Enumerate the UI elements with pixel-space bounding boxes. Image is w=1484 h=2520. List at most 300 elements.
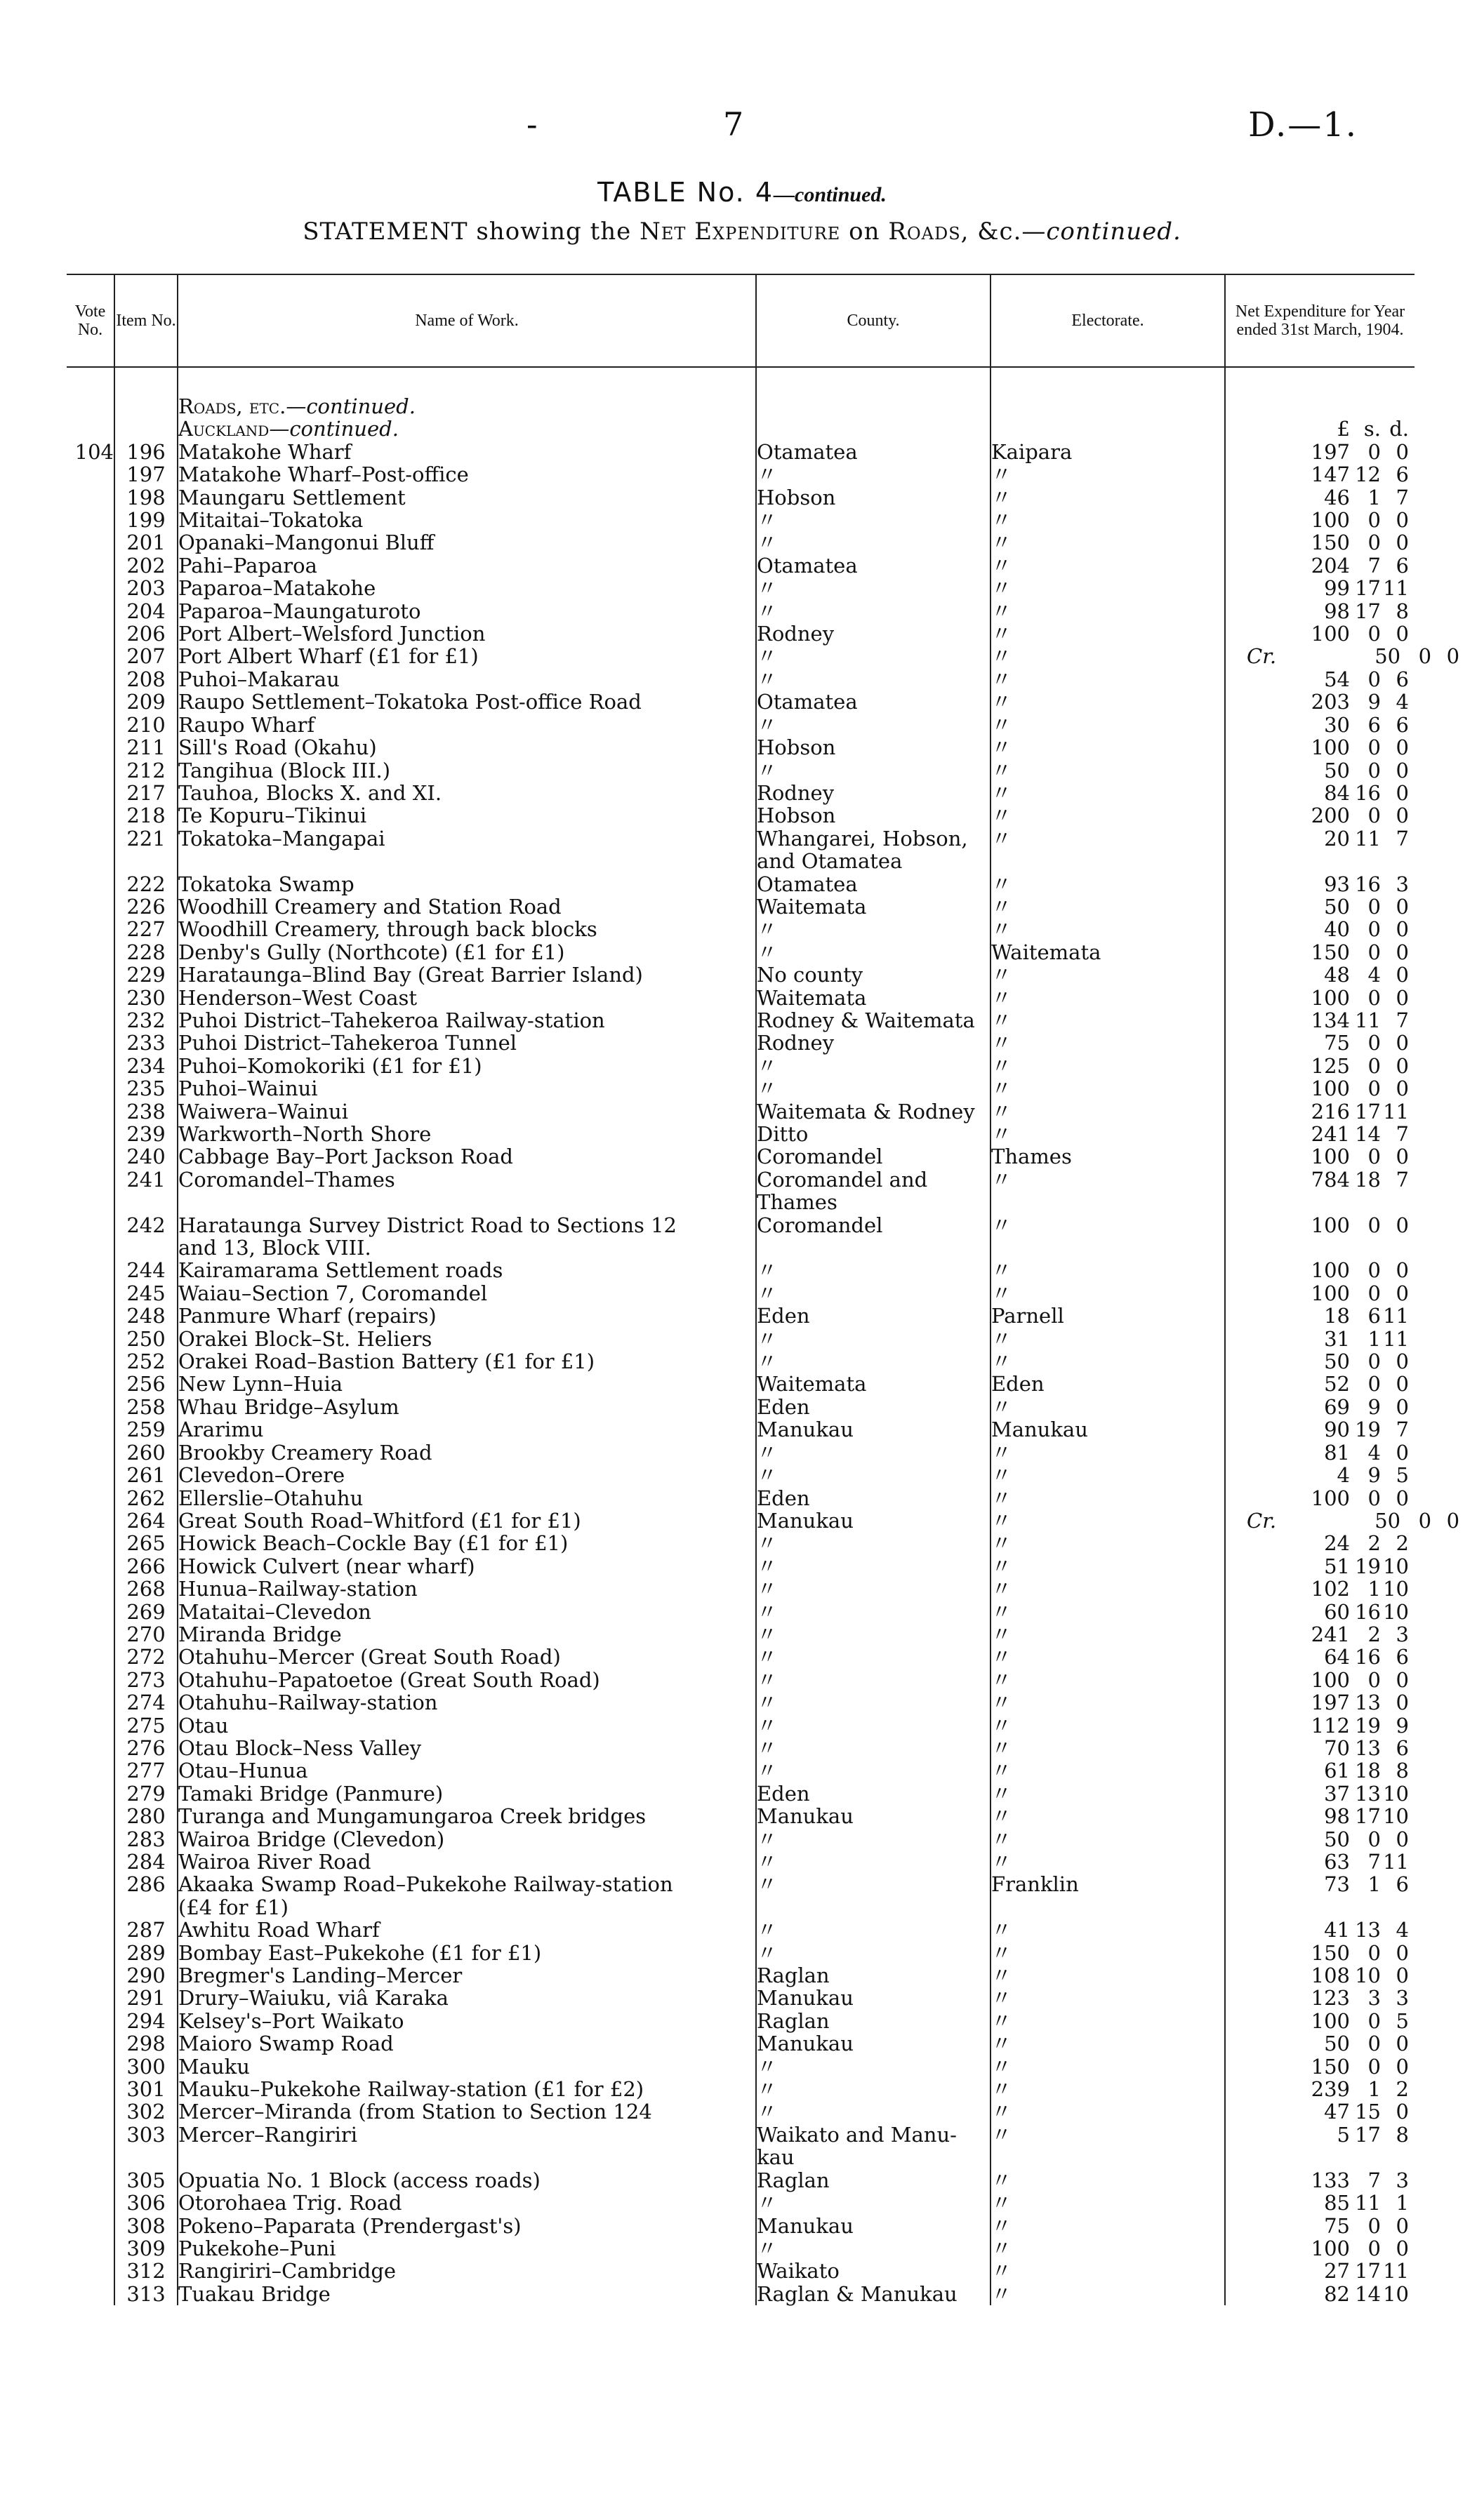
amount-shillings: 14 [1355,2281,1381,2306]
vote-number [67,1373,114,1395]
electorate: 〃 [991,531,1225,554]
work-name: Tangihua (Block III.) [178,759,756,782]
work-name: Waiwera–Wainui [178,1100,756,1123]
net-expenditure [1225,1601,1415,1623]
vote-number [67,622,114,645]
item-number: 197 [114,463,178,486]
electorate [991,1896,1225,1919]
vote-number [67,1100,114,1123]
county: 〃 [756,1828,991,1851]
amount-shillings: 0 [1367,2054,1381,2079]
electorate: 〃 [991,691,1225,713]
electorate: 〃 [991,1123,1225,1145]
electorate: 〃 [991,1601,1225,1623]
amount-shillings: 18 [1355,1167,1381,1192]
vote-number [67,1714,114,1737]
amount-pence: 7 [1396,485,1409,509]
county: Waikato and Manu- [756,2124,991,2146]
electorate [991,850,1225,872]
table-row [67,1896,1415,1919]
amount-pounds: 46 [1324,485,1350,509]
work-name: Mauku–Pukekohe Railway-station (£1 for £2) [178,2078,756,2100]
electorate: 〃 [991,1646,1225,1668]
net-expenditure [1225,1328,1415,1350]
county: Coromandel and [756,1168,991,1191]
county: 〃 [756,1077,991,1100]
amount-shillings: 9 [1367,690,1381,714]
electorate: 〃 [991,1396,1225,1418]
amount-shillings: 0 [1367,1667,1381,1692]
work-name: Puhoi–Wainui [178,1077,756,1100]
electorate: 〃 [991,964,1225,986]
subtitle-on: on [849,218,880,246]
county: 〃 [756,2100,991,2123]
item-number: 212 [114,759,178,782]
county: Manukau [756,2032,991,2055]
document-reference: D.—1. [1248,105,1358,145]
work-name: Harataunga Survey District Road to Sections 12 [178,1214,756,1236]
item-number: 269 [114,1601,178,1623]
vote-number: 104 [67,441,114,463]
amount-pounds: 100 [1311,1213,1350,1237]
electorate: 〃 [991,1214,1225,1236]
amount-pence: 6 [1396,462,1409,487]
amount-shillings: 6 [1367,712,1381,737]
county: Otamatea [756,691,991,713]
amount-shillings: 13 [1355,1781,1381,1806]
table-row [67,1714,1415,1737]
amount-pence: 10 [1383,1781,1409,1806]
table-row [67,1782,1415,1805]
net-expenditure [1225,1532,1415,1554]
item-number: 313 [114,2283,178,2305]
work-name: Otau Block–Ness Valley [178,1737,756,1759]
table-row [67,2010,1415,2032]
amount-shillings: 19 [1355,1554,1381,1578]
vote-number [67,668,114,691]
work-name: Woodhill Creamery, through back blocks [178,918,756,940]
electorate: 〃 [991,1737,1225,1759]
county: Raglan [756,2010,991,2032]
vote-number [67,2260,114,2282]
vote-number [67,509,114,531]
amount-shillings: 17 [1355,576,1381,601]
vote-number [67,1509,114,1532]
county: Raglan [756,2169,991,2192]
table-row [67,1214,1415,1236]
amount-pounds: 150 [1311,531,1350,555]
net-expenditure [1225,2010,1415,2032]
amount-pence: 0 [1396,963,1409,987]
item-number: 273 [114,1669,178,1691]
col-county: County. [756,275,991,367]
county: Waikato [756,2260,991,2282]
work-name: Pokeno–Paparata (Prendergast's) [178,2215,756,2237]
amount-pounds: 200 [1311,804,1350,828]
net-expenditure [1225,531,1415,554]
county: Hobson [756,486,991,509]
item-number: 196 [114,441,178,463]
col-item: Item No. [114,275,178,367]
amount-pounds: 60 [1324,1599,1350,1624]
item-number: 252 [114,1350,178,1373]
work-name: Otau–Hunua [178,1759,756,1782]
table-row [67,895,1415,918]
table-row [67,577,1415,599]
work-name: Whau Bridge–Asylum [178,1396,756,1418]
subtitle-roads: Roads [888,218,961,246]
amount-pence: 0 [1396,985,1409,1010]
item-number: 280 [114,1805,178,1827]
work-name: Te Kopuru–Tikinui [178,804,756,827]
net-expenditure [1225,1896,1415,1919]
work-name: Paparoa–Maungaturoto [178,600,756,622]
vote-number [67,2078,114,2100]
item-number: 209 [114,691,178,713]
net-expenditure [1225,2032,1415,2055]
electorate [991,1191,1225,1213]
work-name: Cabbage Bay–Port Jackson Road [178,1145,756,1168]
amount-pence: 0 [1396,1281,1409,1305]
item-number: 283 [114,1828,178,1851]
electorate: 〃 [991,1828,1225,1851]
county: Rodney [756,782,991,804]
vote-number [67,1601,114,1623]
work-name: Pukekohe–Puni [178,2237,756,2260]
col-expenditure: Net Expenditure for Year ended 31st March, 1904. [1225,275,1415,367]
table-row [67,1464,1415,1486]
electorate: Waitemata [991,941,1225,964]
amount-shillings: 7 [1367,553,1381,578]
electorate: 〃 [991,1168,1225,1191]
vote-number [67,1691,114,1714]
item-number: 290 [114,1964,178,1987]
amount-pounds: 41 [1324,1918,1350,1942]
amount-pounds: 48 [1324,963,1350,987]
credit-marker: Cr. [1247,644,1277,669]
amount-pence: 6 [1396,712,1409,737]
table-row [67,1919,1415,1941]
table-row [67,987,1415,1009]
electorate: 〃 [991,895,1225,918]
county: Ditto [756,1123,991,1145]
vote-number [67,714,114,736]
amount-shillings: 0 [1367,735,1381,760]
item-number: 309 [114,2237,178,2260]
amount-pounds: 100 [1311,2008,1350,2033]
net-expenditure [1225,2055,1415,2078]
work-name: Puhoi–Makarau [178,668,756,691]
table-row [67,600,1415,622]
item-number: 244 [114,1259,178,1281]
item-number [114,850,178,872]
amount-shillings: 0 [1367,940,1381,964]
amount-shillings: 0 [1367,667,1381,691]
table-row [67,1964,1415,1987]
county: 〃 [756,1919,991,1941]
county: 〃 [756,1282,991,1305]
item-number: 235 [114,1077,178,1100]
amount-pence: 8 [1396,1759,1409,1783]
item-number: 289 [114,1942,178,1964]
amount-shillings: 1 [1367,485,1381,509]
amount-pounds: 197 [1311,439,1350,464]
work-name: Maioro Swamp Road [178,2032,756,2055]
amount-shillings: 9 [1367,1394,1381,1419]
table-row [67,1145,1415,1168]
amount-pence: 0 [1396,2236,1409,2260]
net-expenditure [1225,486,1415,509]
item-number: 239 [114,1123,178,1145]
electorate: 〃 [991,1987,1225,2009]
amount-pence: 0 [1446,644,1460,669]
county: Manukau [756,1418,991,1441]
vote-number [67,1669,114,1691]
item-number: 262 [114,1487,178,1509]
item-number: 208 [114,668,178,691]
electorate: 〃 [991,1942,1225,1964]
vote-number [67,2169,114,2192]
amount-pounds: 100 [1311,1145,1350,1169]
item-number: 275 [114,1714,178,1737]
item-number: 291 [114,1987,178,2009]
work-name: Bregmer's Landing–Mercer [178,1964,756,1987]
item-number: 270 [114,1623,178,1646]
net-expenditure [1225,1350,1415,1373]
electorate: 〃 [991,463,1225,486]
amount-pence: 3 [1396,1622,1409,1646]
table-row [67,2100,1415,2123]
work-name: Matakohe Wharf [178,441,756,463]
item-number: 201 [114,531,178,554]
item-number: 268 [114,1578,178,1600]
amount-shillings: 0 [1367,1258,1381,1283]
work-name: Harataunga–Blind Bay (Great Barrier Island) [178,964,756,986]
vote-number [67,1191,114,1213]
net-expenditure [1225,1373,1415,1395]
work-name: Drury–Waiuku, viâ Karaka [178,1987,756,2009]
net-expenditure [1225,1055,1415,1077]
county: Manukau [756,2215,991,2237]
amount-pounds: 100 [1311,508,1350,533]
table-row [67,1873,1415,1895]
table-row [67,1623,1415,1646]
vote-number [67,2100,114,2123]
net-expenditure [1225,1259,1415,1281]
county: and Otamatea [756,850,991,872]
vote-number [67,486,114,509]
amount-shillings: 0 [1418,644,1432,669]
amount-pence: 0 [1396,1053,1409,1078]
county: 〃 [756,1532,991,1554]
work-name: Puhoi–Komokoriki (£1 for £1) [178,1055,756,1077]
amount-shillings: 0 [1367,985,1381,1010]
amount-pounds: 100 [1311,1076,1350,1101]
net-expenditure [1225,1851,1415,1873]
electorate: 〃 [991,1441,1225,1464]
electorate: 〃 [991,1464,1225,1486]
section-heading: Roads, etc.—continued. [178,395,756,418]
amount-shillings: 0 [1367,1372,1381,1396]
electorate: 〃 [991,1919,1225,1941]
table-row [67,827,1415,850]
amount-shillings: 0 [1367,804,1381,828]
subsection-heading: Auckland—continued. [178,418,756,440]
table-row [67,918,1415,940]
amount-pence: 1 [1396,2191,1409,2215]
table-row [67,1100,1415,1123]
amount-pence: 0 [1396,622,1409,646]
county: 〃 [756,577,991,599]
vote-number [67,2192,114,2214]
net-expenditure [1225,714,1415,736]
amount-shillings: 19 [1355,1713,1381,1738]
amount-pounds: 239 [1311,2077,1350,2102]
vote-number [67,1259,114,1281]
electorate: 〃 [991,2283,1225,2305]
net-expenditure [1225,918,1415,940]
county: 〃 [756,1759,991,1782]
work-name: Raupo Wharf [178,714,756,736]
electorate: 〃 [991,1851,1225,1873]
amount-pence: 0 [1396,2054,1409,2079]
net-expenditure [1225,2078,1415,2100]
work-name: Mauku [178,2055,756,2078]
electorate: 〃 [991,577,1225,599]
work-name: Kelsey's–Port Waikato [178,2010,756,2032]
amount-pounds: 112 [1311,1713,1350,1738]
electorate: 〃 [991,1509,1225,1532]
amount-pence: 0 [1396,1349,1409,1374]
amount-shillings: 0 [1367,894,1381,919]
work-name: Howick Beach–Cockle Bay (£1 for £1) [178,1532,756,1554]
amount-shillings: 1 [1367,2077,1381,2102]
county: No county [756,964,991,986]
work-name: Ararimu [178,1418,756,1441]
electorate: 〃 [991,2169,1225,2192]
electorate: 〃 [991,2078,1225,2100]
item-number: 204 [114,600,178,622]
work-name: Bombay East–Pukekohe (£1 for £1) [178,1942,756,1964]
county: Hobson [756,804,991,827]
electorate: 〃 [991,600,1225,622]
amount-shillings: 0 [1367,531,1381,555]
county: Whangarei, Hobson, [756,827,991,850]
county: 〃 [756,1942,991,1964]
county: 〃 [756,2055,991,2078]
amount-pounds: 100 [1311,1667,1350,1692]
county: Waitemata & Rodney [756,1100,991,1123]
table-row [67,1396,1415,1418]
table-row [67,1759,1415,1782]
work-name: Matakohe Wharf–Post-office [178,463,756,486]
amount-pounds: 20 [1324,826,1350,851]
vote-number [67,873,114,895]
amount-pence: 6 [1396,667,1409,691]
vote-number [67,1942,114,1964]
net-expenditure [1225,1805,1415,1827]
amount-pence: 0 [1396,1486,1409,1510]
amount-pence: 10 [1383,1554,1409,1578]
county: Thames [756,1191,991,1213]
col-name: Name of Work. [178,275,756,367]
item-number: 279 [114,1782,178,1805]
amount-pence: 0 [1396,508,1409,533]
amount-pounds: 24 [1324,1531,1350,1556]
net-expenditure [1225,2100,1415,2123]
amount-shillings: 4 [1367,1440,1381,1465]
amount-shillings: 11 [1355,826,1381,851]
county: Eden [756,1305,991,1327]
work-name: Awhitu Road Wharf [178,1919,756,1941]
amount-pence: 6 [1396,1872,1409,1897]
vote-number [67,1487,114,1509]
table-row [67,441,1415,463]
vote-number [67,1418,114,1441]
item-number: 232 [114,1009,178,1032]
vote-number [67,691,114,713]
vote-number [67,987,114,1009]
amount-shillings: 0 [1367,1827,1381,1851]
vote-number [67,1578,114,1600]
net-expenditure [1225,850,1415,872]
work-name: Puhoi District–Tahekeroa Railway-station [178,1009,756,1032]
net-expenditure [1225,1418,1415,1441]
county: 〃 [756,1691,991,1714]
work-name: Sill's Road (Okahu) [178,736,756,759]
amount-pounds: 50 [1324,1827,1350,1851]
vote-number [67,1350,114,1373]
amount-shillings: 16 [1355,1645,1381,1669]
electorate: 〃 [991,1350,1225,1373]
item-number: 301 [114,2078,178,2100]
work-name: Orakei Road–Bastion Battery (£1 for £1) [178,1350,756,1373]
electorate: 〃 [991,759,1225,782]
work-name: Mitaitai–Tokatoka [178,509,756,531]
amount-shillings: 0 [1418,1508,1432,1533]
subsection-heading-row [67,418,1415,440]
amount-pounds: 40 [1324,917,1350,942]
work-name: Turanga and Mungamungaroa Creek bridges [178,1805,756,1827]
amount-pounds: 150 [1311,2054,1350,2079]
amount-pence: 0 [1396,1440,1409,1465]
amount-pounds: 50 [1324,2032,1350,2056]
county: Waitemata [756,1373,991,1395]
electorate: 〃 [991,873,1225,895]
item-number: 241 [114,1168,178,1191]
item-number: 238 [114,1100,178,1123]
county: 〃 [756,1714,991,1737]
table-row [67,1987,1415,2009]
electorate: 〃 [991,554,1225,577]
county: Rodney & Waitemata [756,1009,991,1032]
net-expenditure [1225,1646,1415,1668]
table-row [67,2215,1415,2237]
item-number: 256 [114,1373,178,1395]
item-number: 298 [114,2032,178,2055]
item-number: 211 [114,736,178,759]
amount-pence: 3 [1396,2168,1409,2192]
amount-shillings: 1 [1367,1577,1381,1601]
work-name: Otorohaea Trig. Road [178,2192,756,2214]
amount-shillings: 0 [1367,2236,1381,2260]
table-row [67,1236,1415,1259]
amount-pounds: 69 [1324,1394,1350,1419]
work-name: Hunua–Railway-station [178,1578,756,1600]
vote-number [67,1214,114,1236]
amount-pounds: 100 [1311,622,1350,646]
amount-shillings: 10 [1355,1964,1381,1988]
